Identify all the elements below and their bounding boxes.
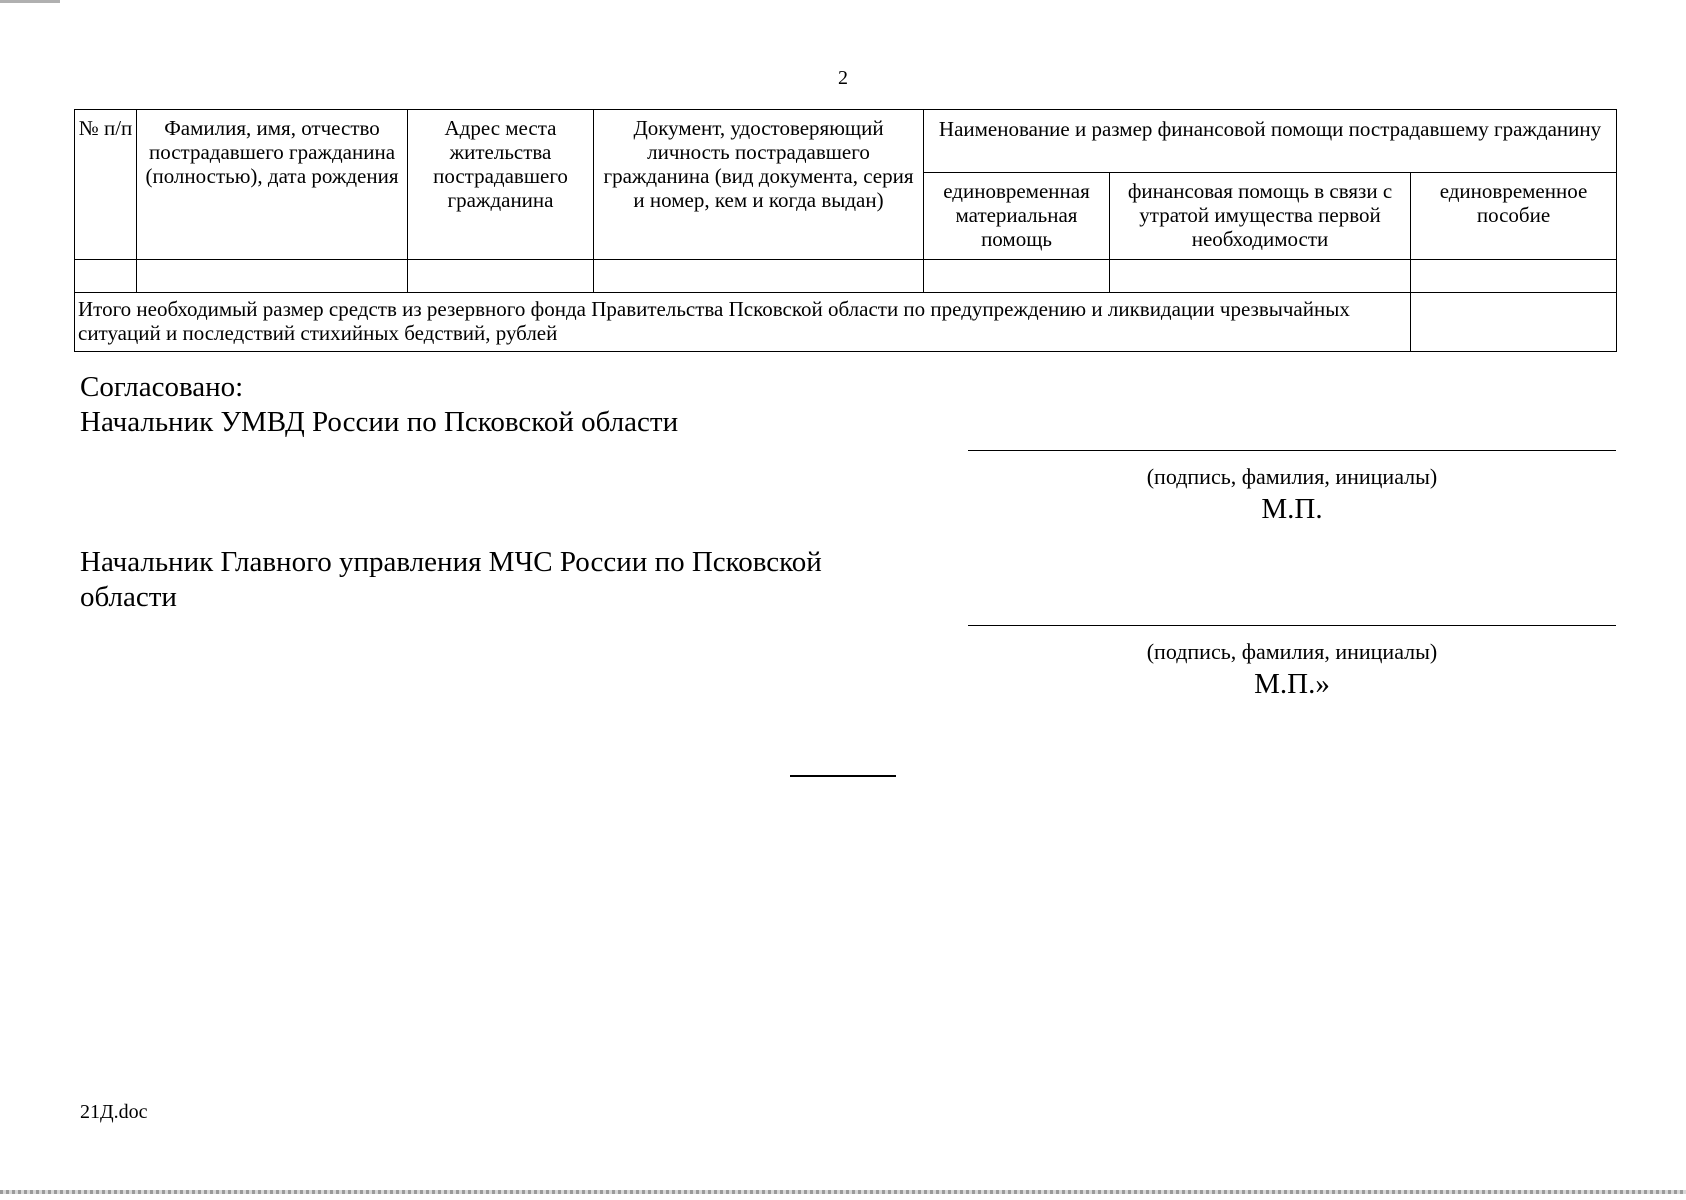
header-full-name: Фамилия, имя, отчество пострадавшего гражданина (полностью), дата рождения [137,110,408,260]
total-label: Итого необходимый размер средств из резервного фонда Правительства Псковской области по предупреждению и ликвидации чрезвычайных ситуаций и последствий стихийных бедствий, рублей [75,293,1411,352]
table-header-row [75,110,1617,173]
approval-heading: Согласовано: [80,371,244,403]
signature-line-1 [968,450,1616,451]
header-aid-property: финансовая помощь в связи с утратой имущества первой необходимости [1110,173,1411,260]
table-cell [1411,260,1617,293]
file-name: 21Д.doc [80,1101,148,1123]
total-value-cell [1411,293,1617,352]
table-cell [75,260,137,293]
table-row [75,260,1617,293]
table-cell [1110,260,1411,293]
end-of-document-rule [790,775,896,777]
signature-caption-1: (подпись, фамилия, инициалы) [1146,464,1438,489]
signature-line-2 [968,625,1616,626]
table-cell [594,260,924,293]
aid-table [74,109,1617,352]
scan-artifact [0,1190,1686,1194]
approval-block [80,370,678,440]
header-aid-allowance: единовременное пособие [1411,173,1617,260]
header-aid-group: Наименование и размер финансовой помощи пострадавшему гражданину [924,110,1617,173]
table-total-row [75,293,1617,352]
official-1-title: Начальник УМВД России по Псковской области [80,406,679,438]
header-document: Документ, удостоверяющий личность пострадавшего гражданина (вид документа, серия и номер, кем и когда выдан) [594,110,924,260]
stamp-mark-1: М.П. [1261,493,1323,525]
table-cell [137,260,408,293]
header-address: Адрес места жительства пострадавшего гражданина [408,110,594,260]
header-num: № п/п [75,110,137,260]
page-number: 2 [838,67,848,89]
scan-artifact [0,0,60,3]
signature-caption-2: (подпись, фамилия, инициалы) [1146,639,1438,664]
table-cell [408,260,594,293]
table-cell [924,260,1110,293]
stamp-mark-2: М.П.» [1254,668,1330,700]
header-aid-material: единовременная материальная помощь [924,173,1110,260]
official-2-title: Начальник Главного управления МЧС России по Псковской области [80,546,822,613]
